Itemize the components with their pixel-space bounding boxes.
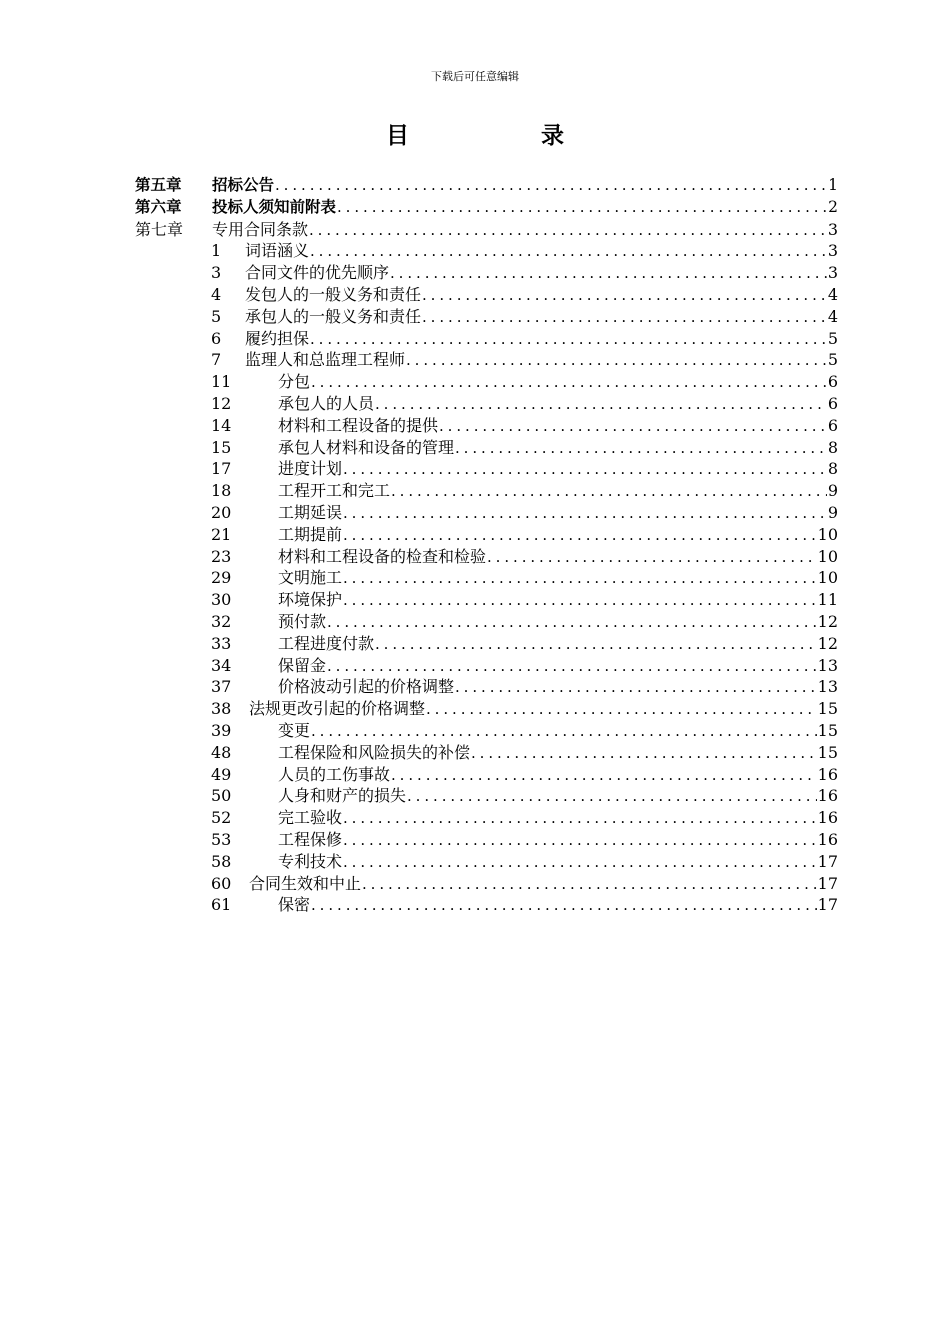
dot-leader	[439, 416, 827, 437]
toc-entry-number: 第七章	[135, 219, 184, 239]
toc-entry[interactable]	[135, 175, 838, 197]
toc-entry-number: 14	[211, 415, 232, 435]
dot-leader	[422, 307, 827, 328]
dot-leader	[337, 197, 827, 219]
toc-entry[interactable]	[135, 720, 838, 742]
dot-leader	[327, 656, 817, 677]
toc-entry[interactable]	[135, 567, 838, 589]
toc-entry-number: 39	[211, 720, 232, 740]
toc-entry-page-number: 12	[817, 633, 838, 653]
toc-entry[interactable]	[135, 829, 838, 851]
toc-entry-title: 承包人的人员	[278, 393, 375, 413]
toc-entry-number: 第六章	[135, 197, 182, 216]
dot-leader	[390, 263, 827, 284]
toc-entry-number: 21	[211, 524, 232, 544]
dot-leader	[343, 852, 817, 873]
toc-entry-title: 承包人材料和设备的管理	[278, 437, 455, 457]
toc-entry-title: 预付款	[278, 611, 327, 631]
toc-entry[interactable]	[135, 524, 838, 546]
table-of-contents	[135, 175, 838, 916]
toc-entry[interactable]	[135, 873, 838, 895]
toc-entry-number: 34	[211, 655, 232, 675]
toc-entry[interactable]	[135, 611, 838, 633]
toc-entry[interactable]	[135, 284, 838, 306]
dot-leader	[422, 285, 827, 306]
toc-entry-title: 发包人的一般义务和责任	[245, 284, 422, 304]
toc-entry-page-number: 8	[827, 437, 838, 457]
toc-entry[interactable]	[135, 742, 838, 764]
toc-entry-number: 58	[211, 851, 232, 871]
toc-entry-title: 完工验收	[278, 808, 343, 828]
toc-entry-title: 环境保护	[278, 590, 343, 610]
toc-entry[interactable]	[135, 785, 838, 807]
toc-entry-number: 23	[211, 546, 232, 566]
toc-entry-number: 30	[211, 590, 232, 610]
toc-entry-number: 20	[211, 502, 232, 522]
toc-entry-title: 招标公告	[212, 176, 275, 194]
dot-leader	[310, 241, 827, 262]
toc-entry[interactable]	[135, 349, 838, 371]
toc-entry-title: 保密	[278, 895, 311, 915]
toc-entry-number: 6	[211, 328, 222, 348]
dot-leader	[471, 743, 817, 764]
toc-entry[interactable]	[135, 393, 838, 415]
toc-entry-page-number: 4	[827, 284, 838, 304]
toc-entry-title: 人身和财产的损失	[278, 786, 407, 806]
dot-leader	[309, 220, 827, 241]
dot-leader	[310, 329, 827, 350]
toc-entry-page-number: 10	[817, 546, 838, 566]
toc-entry-number: 60	[211, 873, 232, 893]
toc-entry-title: 投标人须知前附表	[212, 197, 337, 216]
toc-entry-page-number: 13	[817, 677, 838, 697]
toc-entry-page-number: 3	[827, 241, 838, 261]
toc-entry[interactable]	[135, 546, 838, 568]
toc-entry-page-number: 3	[827, 263, 838, 283]
toc-entry-title: 工期延误	[278, 502, 343, 522]
dot-leader	[455, 438, 827, 459]
toc-entry[interactable]	[135, 480, 838, 502]
toc-entry-number: 49	[211, 764, 232, 784]
toc-entry-page-number: 9	[827, 481, 838, 501]
toc-entry-page-number: 15	[817, 742, 838, 762]
toc-entry-title: 合同生效和中止	[249, 873, 362, 893]
toc-entry[interactable]	[135, 458, 838, 480]
toc-entry[interactable]	[135, 262, 838, 284]
toc-entry-page-number: 5	[827, 328, 838, 348]
toc-entry-number: 3	[211, 263, 222, 283]
toc-entry-title: 工程保险和风险损失的补偿	[278, 742, 471, 762]
toc-entry[interactable]	[135, 655, 838, 677]
dot-leader	[426, 699, 817, 720]
toc-title: 目 录	[385, 123, 626, 149]
toc-entry-page-number: 12	[817, 611, 838, 631]
toc-entry-number: 37	[211, 677, 232, 697]
toc-entry-title: 进度计划	[278, 459, 343, 479]
toc-entry-page-number: 16	[817, 829, 838, 849]
toc-entry[interactable]	[135, 676, 838, 698]
toc-entry-page-number: 4	[827, 306, 838, 326]
toc-entry-number: 17	[211, 459, 232, 479]
toc-entry[interactable]	[135, 807, 838, 829]
toc-entry-number: 11	[211, 372, 232, 392]
toc-entry-title: 人员的工伤事故	[278, 764, 391, 784]
toc-entry-number: 48	[211, 742, 232, 762]
toc-entry-page-number: 16	[817, 764, 838, 784]
toc-entry[interactable]	[135, 589, 838, 611]
toc-entry-page-number: 15	[817, 720, 838, 740]
toc-entry-number: 18	[211, 481, 232, 501]
toc-entry-title: 承包人的一般义务和责任	[245, 306, 422, 326]
toc-entry[interactable]	[135, 894, 838, 916]
toc-entry-page-number: 3	[827, 219, 838, 239]
dot-leader	[311, 721, 817, 742]
toc-entry-page-number: 10	[817, 568, 838, 588]
toc-entry-page-number: 15	[817, 699, 838, 719]
toc-entry-title: 材料和工程设备的检查和检验	[278, 546, 487, 566]
dot-leader	[327, 612, 817, 633]
dot-leader	[343, 590, 817, 611]
toc-entry-number: 第五章	[135, 176, 182, 194]
dot-leader	[343, 808, 817, 829]
toc-entry-number: 33	[211, 633, 232, 653]
dot-leader	[343, 459, 827, 480]
dot-leader	[391, 481, 827, 502]
toc-entry-page-number: 13	[817, 655, 838, 675]
toc-entry-title: 工程进度付款	[278, 633, 375, 653]
toc-entry[interactable]	[135, 306, 838, 328]
toc-entry-number: 1	[211, 241, 222, 261]
toc-entry-page-number: 2	[828, 197, 838, 216]
toc-entry-number: 4	[211, 284, 222, 304]
dot-leader	[343, 568, 817, 589]
toc-entry-number: 32	[211, 611, 232, 631]
toc-entry[interactable]	[135, 851, 838, 873]
toc-entry-title: 合同文件的优先顺序	[245, 263, 390, 283]
toc-entry-title: 保留金	[278, 655, 327, 675]
dot-leader	[275, 175, 827, 197]
dot-leader	[343, 525, 817, 546]
dot-leader	[375, 394, 827, 415]
toc-entry-page-number: 17	[817, 873, 838, 893]
toc-entry-page-number: 17	[817, 851, 838, 871]
toc-entry-page-number: 5	[827, 350, 838, 370]
toc-entry-title: 工期提前	[278, 524, 343, 544]
toc-entry-title: 监理人和总监理工程师	[245, 350, 406, 370]
toc-entry-title: 分包	[278, 372, 311, 392]
toc-entry-number: 7	[211, 350, 222, 370]
toc-entry-title: 文明施工	[278, 568, 343, 588]
dot-leader	[362, 874, 817, 895]
toc-entry-number: 52	[211, 808, 232, 828]
dot-leader	[391, 765, 817, 786]
dot-leader	[311, 895, 817, 916]
toc-entry-number: 38	[211, 699, 232, 719]
toc-entry-title: 材料和工程设备的提供	[278, 415, 439, 435]
toc-entry-page-number: 6	[827, 372, 838, 392]
toc-entry-page-number: 6	[827, 415, 838, 435]
toc-entry-page-number: 1	[828, 176, 838, 194]
toc-entry-page-number: 16	[817, 786, 838, 806]
page-header-note: 下载后可任意编辑	[431, 70, 519, 83]
toc-entry-title: 工程保修	[278, 829, 343, 849]
dot-leader	[311, 372, 827, 393]
toc-entry-title: 变更	[278, 720, 311, 740]
toc-entry-page-number: 6	[827, 393, 838, 413]
toc-entry-title: 词语涵义	[245, 241, 310, 261]
toc-entry-page-number: 11	[817, 590, 838, 610]
toc-entry-title: 专利技术	[278, 851, 343, 871]
toc-entry-page-number: 16	[817, 808, 838, 828]
dot-leader	[343, 503, 827, 524]
toc-entry[interactable]	[135, 764, 838, 786]
toc-entry[interactable]	[135, 240, 838, 262]
toc-entry-number: 12	[211, 393, 232, 413]
toc-entry-number: 29	[211, 568, 232, 588]
toc-entry[interactable]	[135, 328, 838, 350]
dot-leader	[343, 830, 817, 851]
toc-entry[interactable]	[135, 197, 838, 219]
toc-entry[interactable]	[135, 437, 838, 459]
toc-entry[interactable]	[135, 633, 838, 655]
dot-leader	[375, 634, 817, 655]
dot-leader	[455, 677, 817, 698]
toc-entry[interactable]	[135, 219, 838, 241]
toc-entry-page-number: 8	[827, 459, 838, 479]
toc-entry-page-number: 17	[817, 895, 838, 915]
toc-entry-page-number: 10	[817, 524, 838, 544]
toc-entry-page-number: 9	[827, 502, 838, 522]
dot-leader	[406, 350, 827, 371]
toc-entry-number: 5	[211, 306, 222, 326]
toc-entry-number: 61	[211, 895, 232, 915]
toc-entry-title: 价格波动引起的价格调整	[278, 677, 455, 697]
toc-entry-number: 53	[211, 829, 232, 849]
dot-leader	[407, 786, 817, 807]
toc-entry-title: 工程开工和完工	[278, 481, 391, 501]
toc-entry-number: 15	[211, 437, 232, 457]
toc-entry-number: 50	[211, 786, 232, 806]
toc-entry[interactable]	[135, 415, 838, 437]
toc-entry-title: 法规更改引起的价格调整	[249, 699, 426, 719]
toc-entry-title: 履约担保	[245, 328, 310, 348]
toc-entry-title: 专用合同条款	[212, 219, 309, 239]
dot-leader	[487, 547, 817, 568]
toc-entry[interactable]	[135, 371, 838, 393]
toc-entry[interactable]	[135, 502, 838, 524]
toc-entry[interactable]	[135, 698, 838, 720]
